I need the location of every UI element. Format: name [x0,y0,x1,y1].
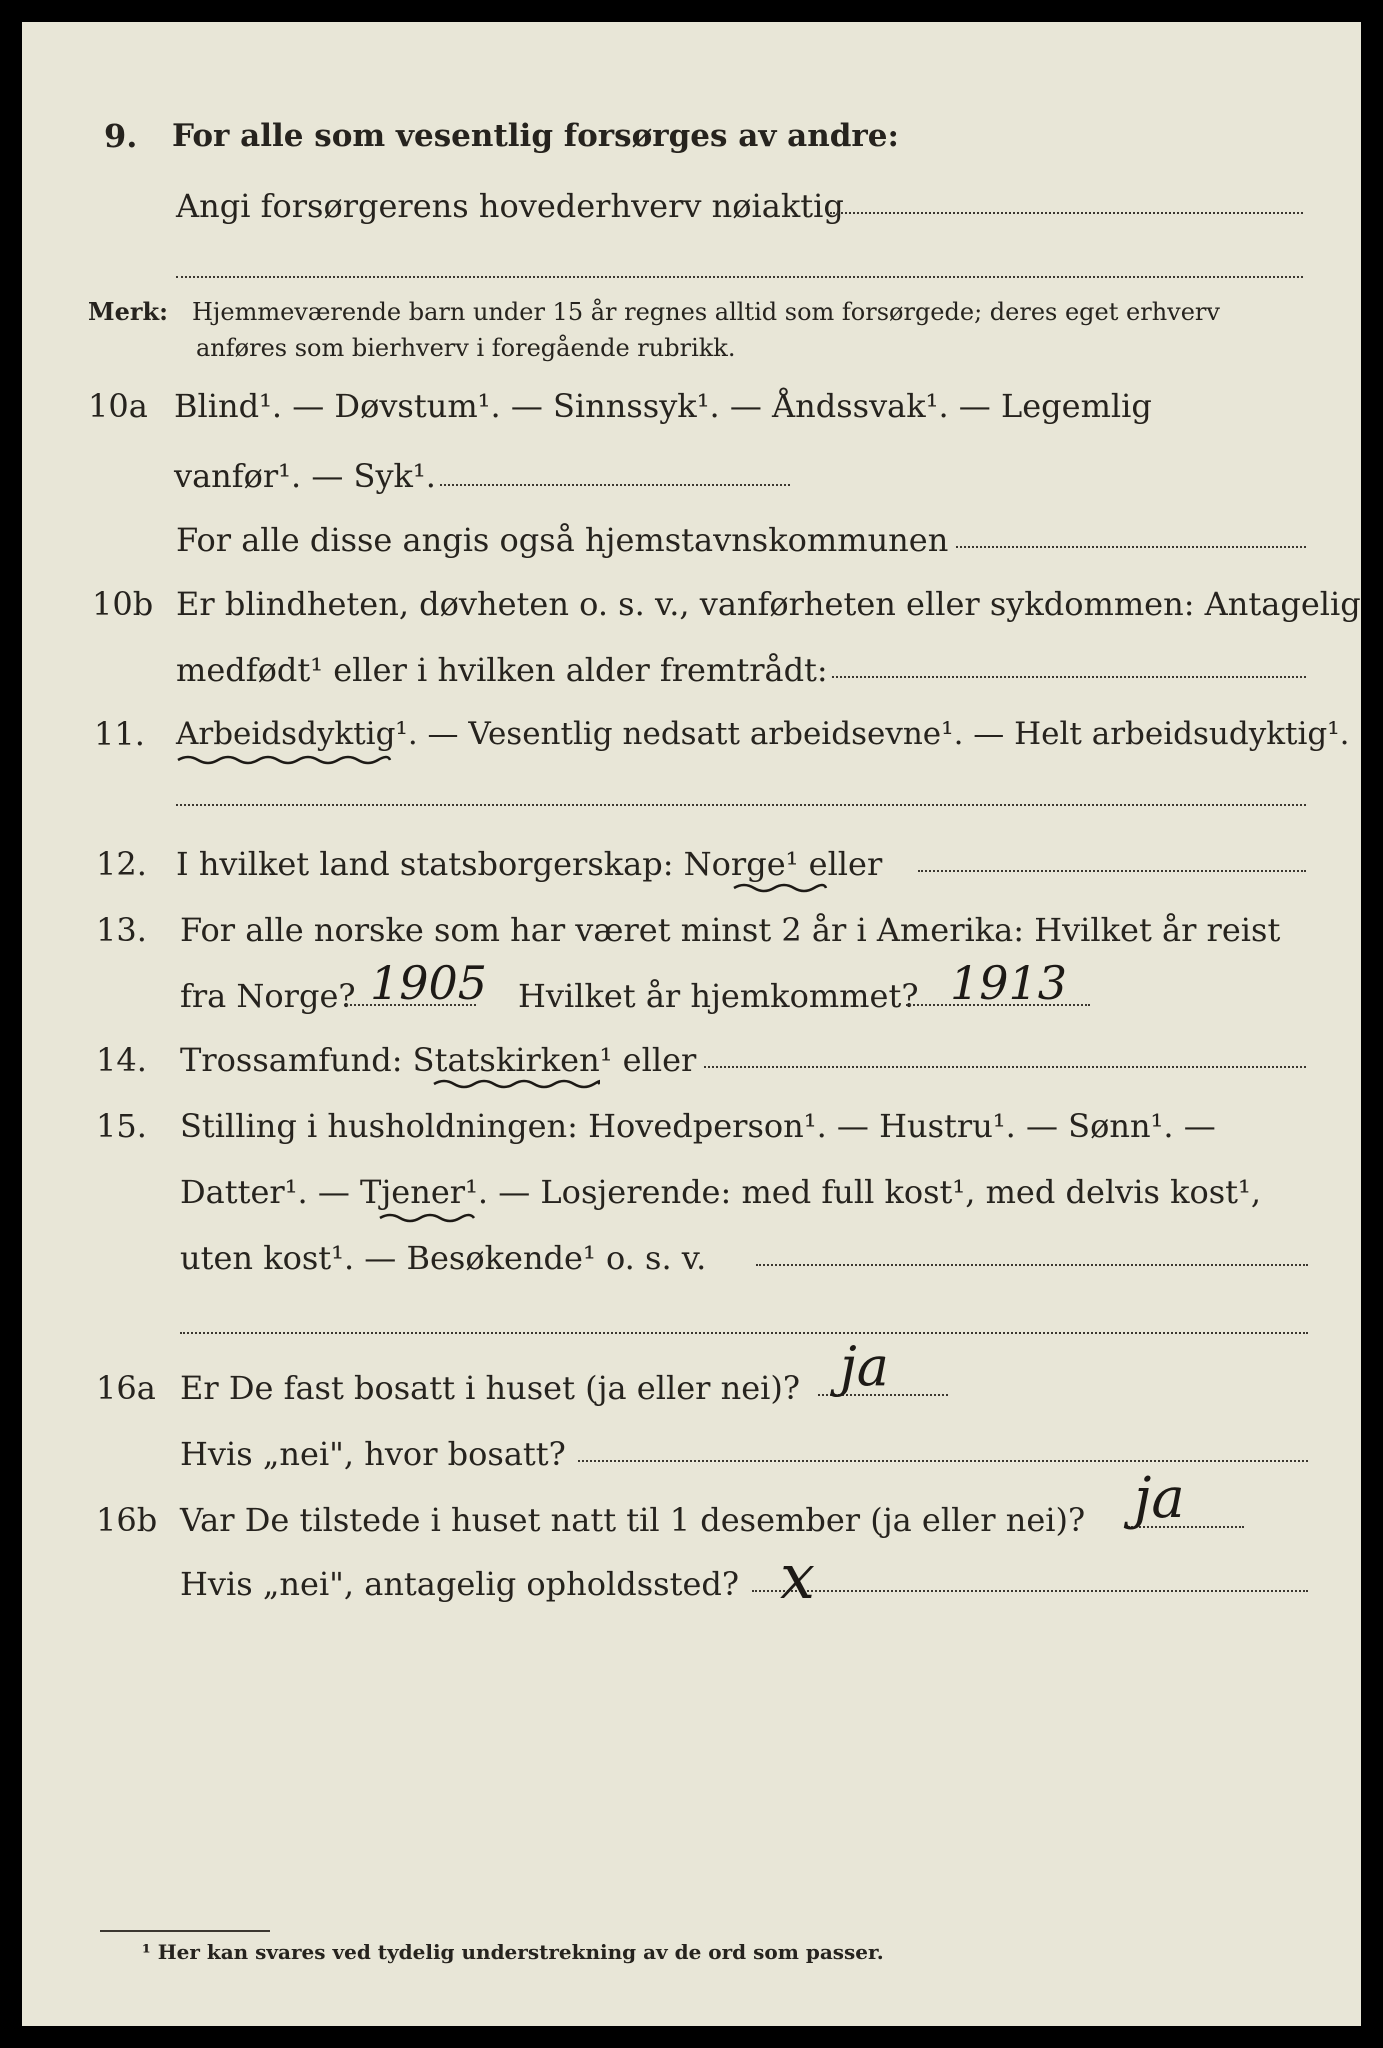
q13-answer-year-back: 1913 [950,956,1068,1010]
merk-line-2: anføres som bierhverv i foregående rubrikk. [196,334,736,362]
q16b-fill-line-2[interactable] [752,1590,1308,1592]
q9-fill-line[interactable] [830,212,1303,214]
q9-heading: For alle som vesentlig forsørges av andre: [172,118,899,154]
q10a-line-2: vanfør¹. — Syk¹. [174,457,436,495]
q15-underline-tjener [378,1212,476,1224]
q11-fill-line[interactable] [176,804,1306,806]
q10a-fill-line[interactable] [440,484,790,486]
q16b-answer-1: ja [1134,1466,1185,1531]
q12-number: 12. [96,845,147,883]
q16b-line-1: Var De tilstede i huset natt til 1 desember (ja eller nei)? [180,1501,1086,1539]
q13-answer-year-left: 1905 [370,956,488,1010]
q13-line-1: For alle norske som har været minst 2 år i Amerika: Hvilket år reist [180,911,1281,949]
q10a-number: 10a [88,387,148,425]
q11-underline-arbeidsdyktig [176,754,392,766]
q14-underline-statskirken [432,1078,600,1090]
q10a-line-3: For alle disse angis også hjemstavnskommunen [176,521,949,559]
q10b-fill-line[interactable] [832,676,1306,678]
q9-line: Angi forsørgerens hovederhverv nøiaktig [176,187,844,225]
q9-number: 9. [104,117,138,155]
q14-number: 14. [96,1041,147,1079]
q16a-line-1: Er De fast bosatt i huset (ja eller nei)? [180,1369,801,1407]
q16a-fill-line-2[interactable] [578,1460,1308,1462]
q10b-line-2: medfødt¹ eller i hvilken alder fremtrådt: [176,651,828,689]
q16a-answer-1: ja [840,1335,889,1398]
q16b-line-2: Hvis „nei", antagelig opholdssted? [180,1565,740,1603]
merk-label: Merk: [88,297,168,326]
q14-fill-line[interactable] [704,1066,1306,1068]
q12-fill-line[interactable] [918,870,1306,872]
q10b-number: 10b [92,585,154,623]
q10b-line-1: Er blindheten, døvheten o. s. v., vanførheten eller sykdommen: Antagelig [176,585,1361,623]
merk-line-1: Hjemmeværende barn under 15 år regnes alltid som forsørgede; deres eget erhverv [192,298,1220,326]
q10a-line-1: Blind¹. — Døvstum¹. — Sinnssyk¹. — Åndssvak¹. — Legemlig [174,387,1152,425]
q16a-number: 16a [96,1369,156,1407]
footnote-rule [100,1930,270,1932]
q15-line-1: Stilling i husholdningen: Hovedperson¹. — Hustru¹. — Sønn¹. — [180,1107,1216,1145]
q13-number: 13. [96,911,147,949]
q15-line-2: Datter¹. — Tjener¹. — Losjerende: med full kost¹, med delvis kost¹, [180,1173,1262,1211]
q16b-answer-2: x [780,1540,815,1613]
q15-number: 15. [96,1107,147,1145]
footnote: ¹ Her kan svares ved tydelig understrekning av de ord som passer. [142,1940,884,1964]
q16b-number: 16b [96,1501,158,1539]
q15-fill-line-2[interactable] [180,1332,1308,1334]
q15-line-3: uten kost¹. — Besøkende¹ o. s. v. [180,1239,707,1277]
q16a-line-2: Hvis „nei", hvor bosatt? [180,1435,566,1473]
q11-number: 11. [94,715,145,753]
q11-line-1: Arbeidsdyktig¹. — Vesentlig nedsatt arbeidsevne¹. — Helt arbeidsudyktig¹. [176,716,1350,752]
q15-fill-line[interactable] [756,1264,1308,1266]
q13-line-2a: fra Norge? [180,977,356,1015]
q14-line-1: Trossamfund: Statskirken¹ eller [180,1041,697,1079]
q10a-fill-line-2[interactable] [956,546,1306,548]
q12-underline-norge [732,882,828,894]
q12-line-1: I hvilket land statsborgerskap: Norge¹ eller [176,845,883,883]
q13-line-2b: Hvilket år hjemkommet? [518,977,919,1015]
q9-fill-line-2[interactable] [176,276,1303,278]
